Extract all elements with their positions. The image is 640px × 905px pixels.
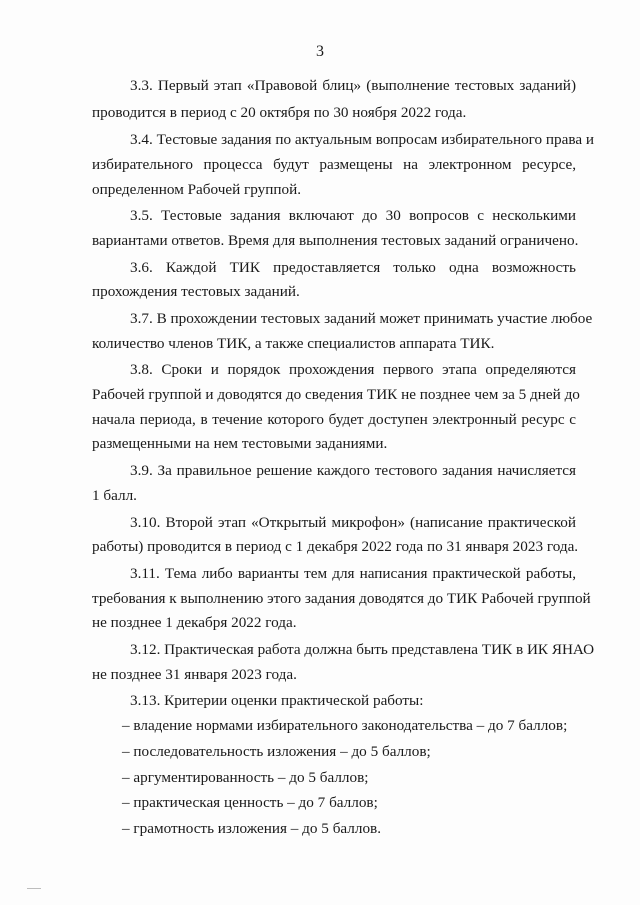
paragraph-line: 3.5. Тестовые задания включают до 30 вопросов с несколькими bbox=[130, 207, 576, 224]
paragraph-line: 3.13. Критерии оценки практической работы: bbox=[130, 692, 424, 709]
list-item: – последовательность изложения – до 5 баллов; bbox=[122, 743, 431, 760]
list-item: – аргументированность – до 5 баллов; bbox=[122, 769, 369, 786]
paragraph-line: Рабочей группой и доводятся до сведения ТИК не позднее чем за 5 дней до bbox=[92, 386, 580, 403]
paragraph-line: прохождения тестовых заданий. bbox=[92, 283, 300, 300]
paragraph-line: 3.10. Второй этап «Открытый микрофон» (написание практической bbox=[130, 514, 576, 531]
paragraph-line: работы) проводится в период с 1 декабря 2022 года по 31 января 2023 года. bbox=[92, 538, 579, 555]
paragraph-line: 3.3. Первый этап «Правовой блиц» (выполнение тестовых заданий) bbox=[130, 77, 576, 94]
paragraph-line: 3.7. В прохождении тестовых заданий может принимать участие любое bbox=[130, 310, 593, 327]
paragraph-line: начала периода, в течение которого будет доступен электронный ресурс с bbox=[92, 411, 576, 428]
paragraph-line: 3.12. Практическая работа должна быть представлена ТИК в ИК ЯНАО bbox=[130, 641, 595, 658]
paragraph-line: 3.4. Тестовые задания по актуальным вопросам избирательного права и bbox=[130, 131, 595, 148]
list-item: – грамотность изложения – до 5 баллов. bbox=[122, 820, 382, 837]
paragraph-line: не позднее 31 января 2023 года. bbox=[92, 666, 297, 683]
paragraph-line: 3.11. Тема либо варианты тем для написания практической работы, bbox=[130, 565, 576, 582]
paragraph-line: не позднее 1 декабря 2022 года. bbox=[92, 614, 297, 631]
paragraph-line: проводится в период с 20 октября по 30 ноября 2022 года. bbox=[92, 104, 467, 121]
paragraph-line: 1 балл. bbox=[92, 487, 137, 504]
paragraph-line: 3.9. За правильное решение каждого тестового задания начисляется bbox=[130, 462, 576, 479]
list-item: – практическая ценность – до 7 баллов; bbox=[122, 794, 378, 811]
scan-artifact bbox=[27, 888, 41, 889]
paragraph-line: количество членов ТИК, а также специалистов аппарата ТИК. bbox=[92, 335, 495, 352]
paragraph-line: размещенными на нем тестовыми заданиями. bbox=[92, 435, 388, 452]
paragraph-line: 3.6. Каждой ТИК предоставляется только одна возможность bbox=[130, 259, 576, 276]
paragraph-line: требования к выполнению этого задания доводятся до ТИК Рабочей группой bbox=[92, 590, 591, 607]
paragraph-line: вариантами ответов. Время для выполнения тестовых заданий ограничено. bbox=[92, 232, 579, 249]
paragraph-line: избирательного процесса будут размещены на электронном ресурсе, bbox=[92, 156, 576, 173]
paragraph-line: определенном Рабочей группой. bbox=[92, 181, 302, 198]
list-item: – владение нормами избирательного законодательства – до 7 баллов; bbox=[122, 717, 568, 734]
page-number: 3 bbox=[316, 43, 324, 60]
paragraph-line: 3.8. Сроки и порядок прохождения первого этапа определяются bbox=[130, 361, 576, 378]
